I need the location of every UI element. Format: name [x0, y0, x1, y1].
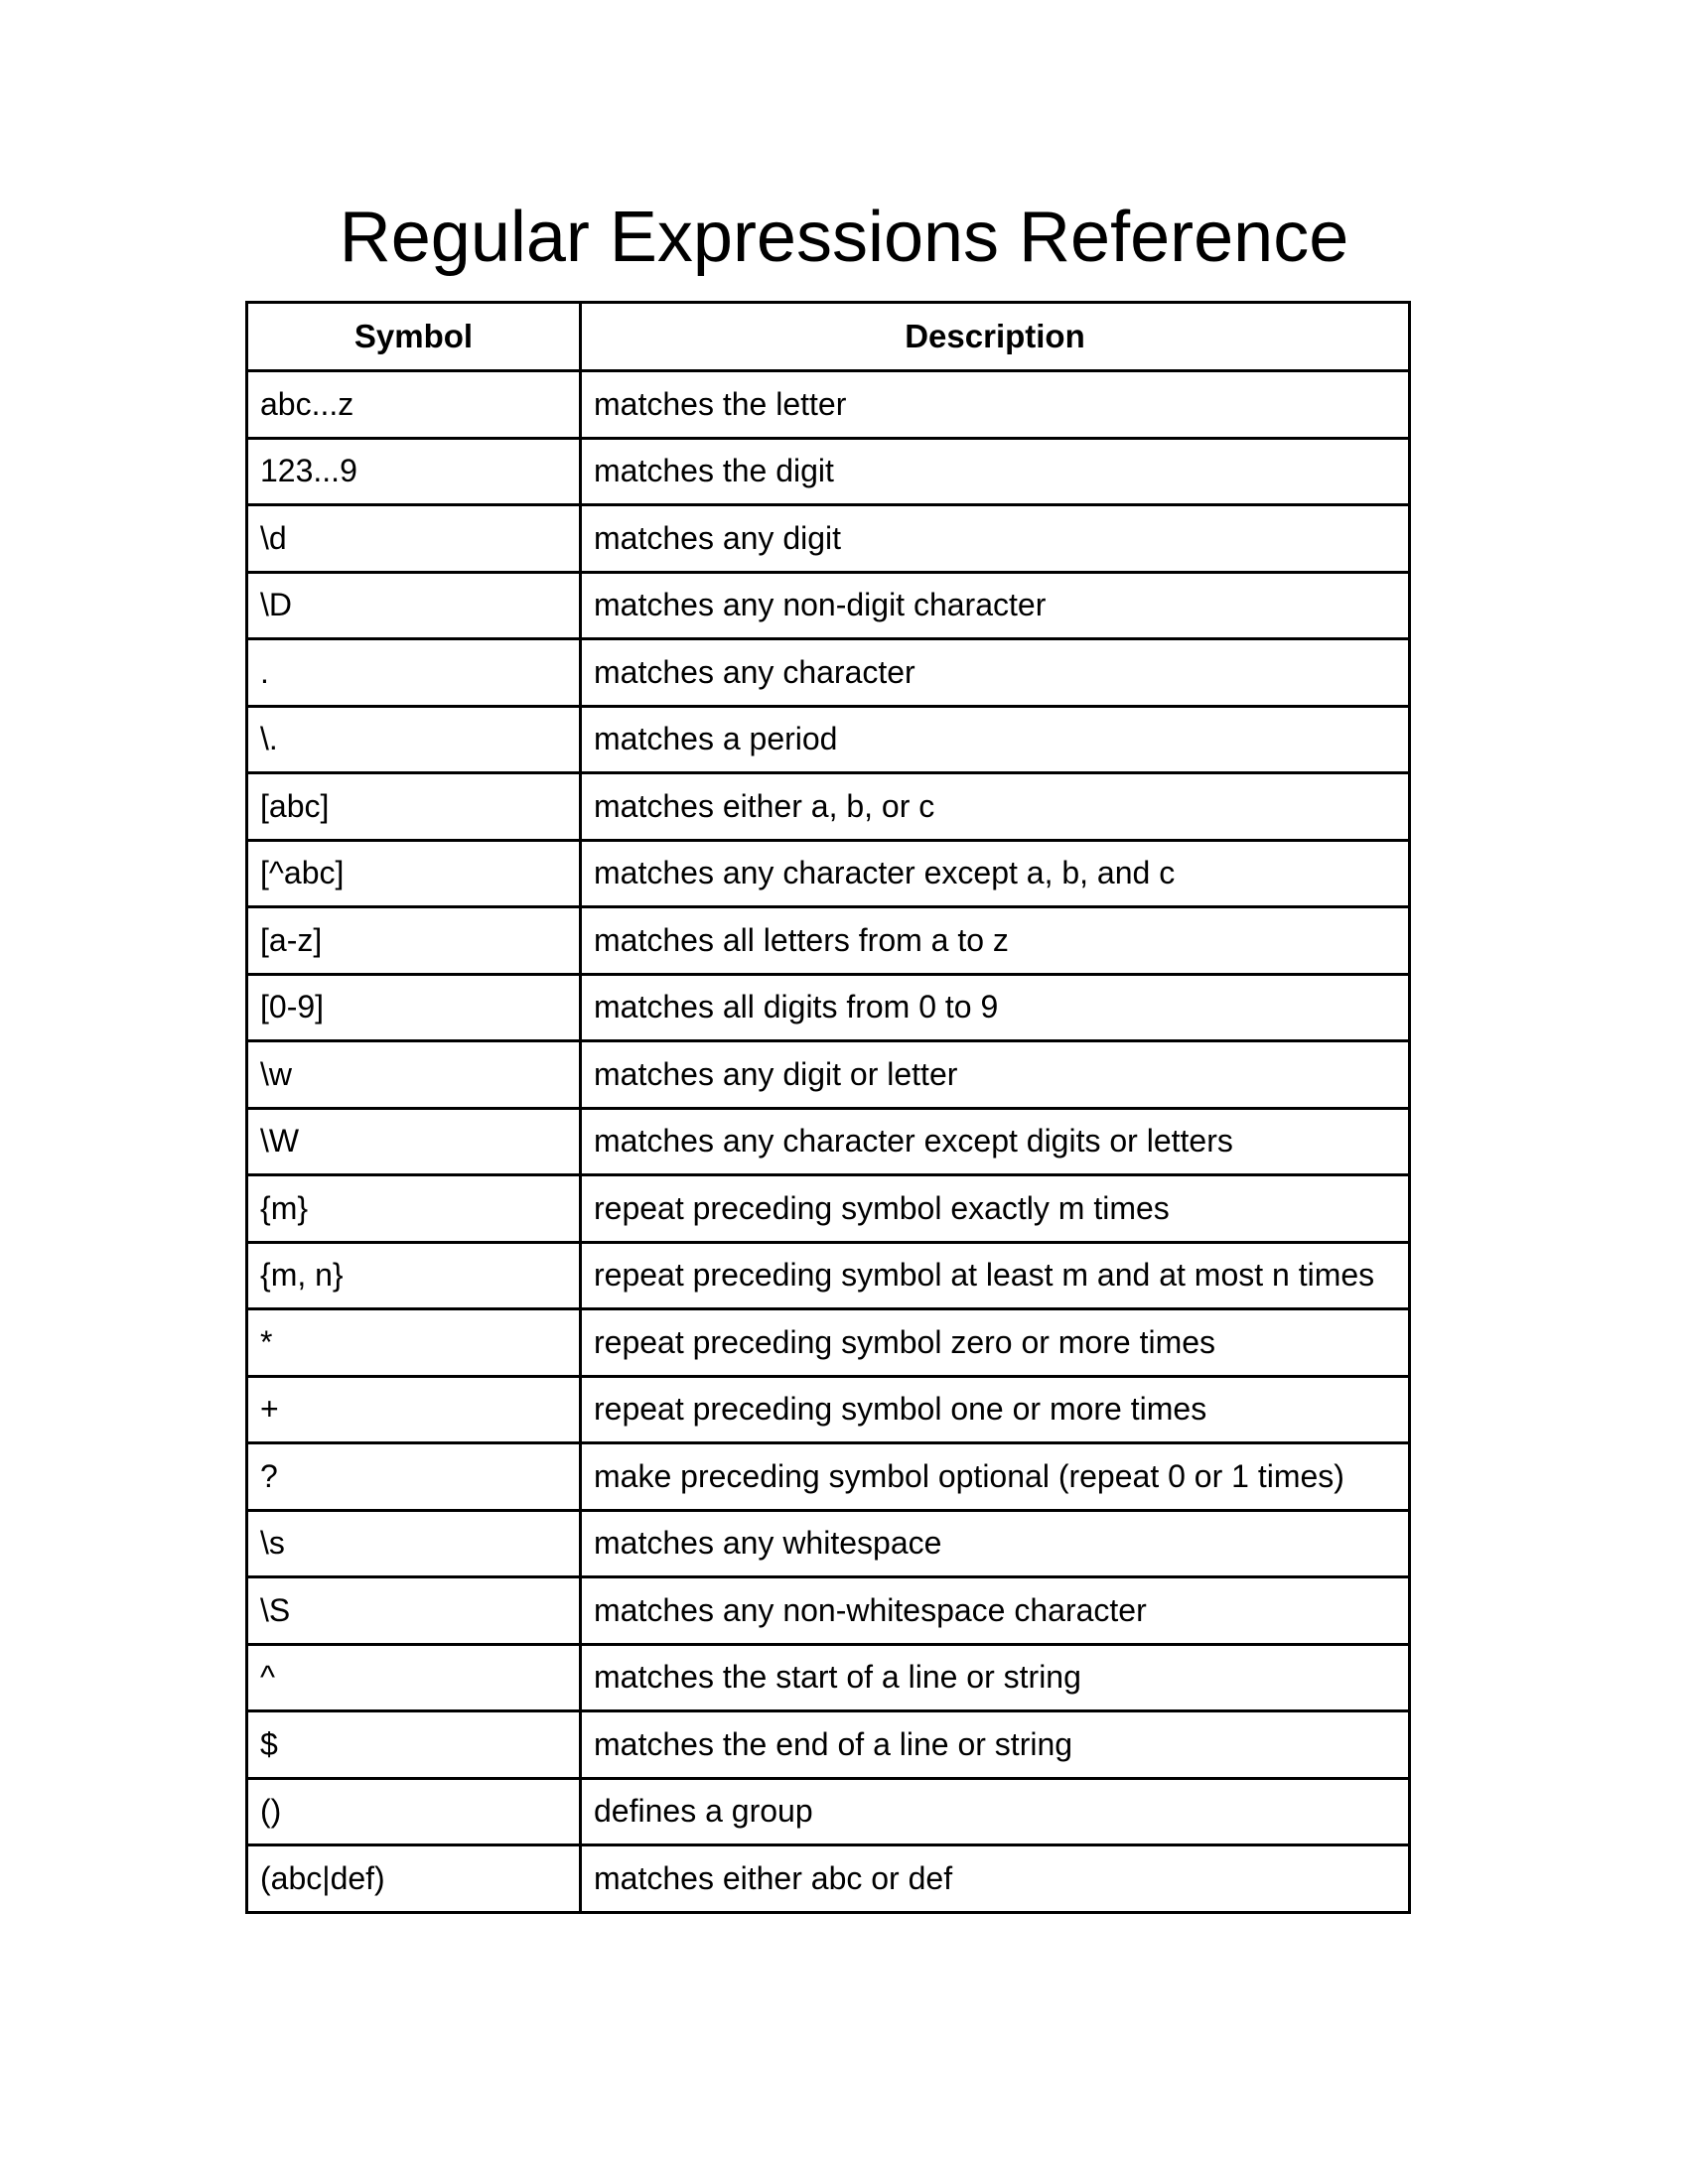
symbol-cell: ^ — [247, 1644, 581, 1711]
symbol-cell: + — [247, 1376, 581, 1443]
table-row — [247, 639, 1410, 707]
description-cell: repeat preceding symbol exactly m times — [581, 1175, 1410, 1243]
symbol-cell: \. — [247, 706, 581, 773]
description-cell: matches the letter — [581, 371, 1410, 439]
symbol-cell: * — [247, 1309, 581, 1377]
symbol-cell: . — [247, 639, 581, 707]
symbol-cell: $ — [247, 1711, 581, 1779]
description-cell: matches either a, b, or c — [581, 773, 1410, 841]
table-body — [247, 371, 1410, 1913]
table-row — [247, 1175, 1410, 1243]
symbol-cell: [0-9] — [247, 974, 581, 1041]
table-row — [247, 1845, 1410, 1913]
description-cell: make preceding symbol optional (repeat 0 or 1 times) — [581, 1443, 1410, 1511]
description-cell: matches any non-digit character — [581, 572, 1410, 639]
symbol-cell: [^abc] — [247, 840, 581, 907]
page-title: Regular Expressions Reference — [339, 198, 1349, 277]
description-cell: defines a group — [581, 1778, 1410, 1845]
symbol-cell: abc...z — [247, 371, 581, 439]
symbol-cell: [abc] — [247, 773, 581, 841]
description-cell: matches any character — [581, 639, 1410, 707]
table-row — [247, 371, 1410, 439]
table-row — [247, 840, 1410, 907]
symbol-cell: \s — [247, 1510, 581, 1577]
column-header-symbol: Symbol — [247, 303, 581, 371]
description-cell: matches the start of a line or string — [581, 1644, 1410, 1711]
description-cell: matches any non-whitespace character — [581, 1577, 1410, 1645]
column-header-description: Description — [581, 303, 1410, 371]
symbol-cell: \S — [247, 1577, 581, 1645]
symbol-cell: {m, n} — [247, 1242, 581, 1309]
table-row — [247, 505, 1410, 573]
table-row — [247, 1711, 1410, 1779]
table-row — [247, 1309, 1410, 1377]
table-row — [247, 572, 1410, 639]
symbol-cell: {m} — [247, 1175, 581, 1243]
description-cell: matches a period — [581, 706, 1410, 773]
description-cell: repeat preceding symbol one or more times — [581, 1376, 1410, 1443]
table-row — [247, 974, 1410, 1041]
table-row — [247, 1242, 1410, 1309]
description-cell: repeat preceding symbol at least m and at most n times — [581, 1242, 1410, 1309]
symbol-cell: (abc|def) — [247, 1845, 581, 1913]
description-cell: matches any character except digits or letters — [581, 1108, 1410, 1175]
description-cell: matches all digits from 0 to 9 — [581, 974, 1410, 1041]
symbol-cell: \d — [247, 505, 581, 573]
table-row — [247, 1376, 1410, 1443]
table-row — [247, 1577, 1410, 1645]
symbol-cell: \w — [247, 1041, 581, 1109]
description-cell: repeat preceding symbol zero or more times — [581, 1309, 1410, 1377]
table-row — [247, 706, 1410, 773]
description-cell: matches the digit — [581, 438, 1410, 505]
description-cell: matches any digit — [581, 505, 1410, 573]
symbol-cell: [a-z] — [247, 907, 581, 975]
table-row — [247, 438, 1410, 505]
symbol-cell: 123...9 — [247, 438, 581, 505]
table-row — [247, 1510, 1410, 1577]
table-row — [247, 1041, 1410, 1109]
symbol-cell: ? — [247, 1443, 581, 1511]
table-row — [247, 1443, 1410, 1511]
table-row — [247, 907, 1410, 975]
symbol-cell: \W — [247, 1108, 581, 1175]
table-row — [247, 1108, 1410, 1175]
description-cell: matches any character except a, b, and c — [581, 840, 1410, 907]
description-cell: matches any digit or letter — [581, 1041, 1410, 1109]
symbol-cell: () — [247, 1778, 581, 1845]
table-header-row — [247, 303, 1410, 371]
table-row — [247, 1778, 1410, 1845]
symbol-cell: \D — [247, 572, 581, 639]
table-row — [247, 1644, 1410, 1711]
description-cell: matches any whitespace — [581, 1510, 1410, 1577]
description-cell: matches the end of a line or string — [581, 1711, 1410, 1779]
regex-reference-table — [245, 301, 1411, 1914]
description-cell: matches either abc or def — [581, 1845, 1410, 1913]
table-row — [247, 773, 1410, 841]
description-cell: matches all letters from a to z — [581, 907, 1410, 975]
